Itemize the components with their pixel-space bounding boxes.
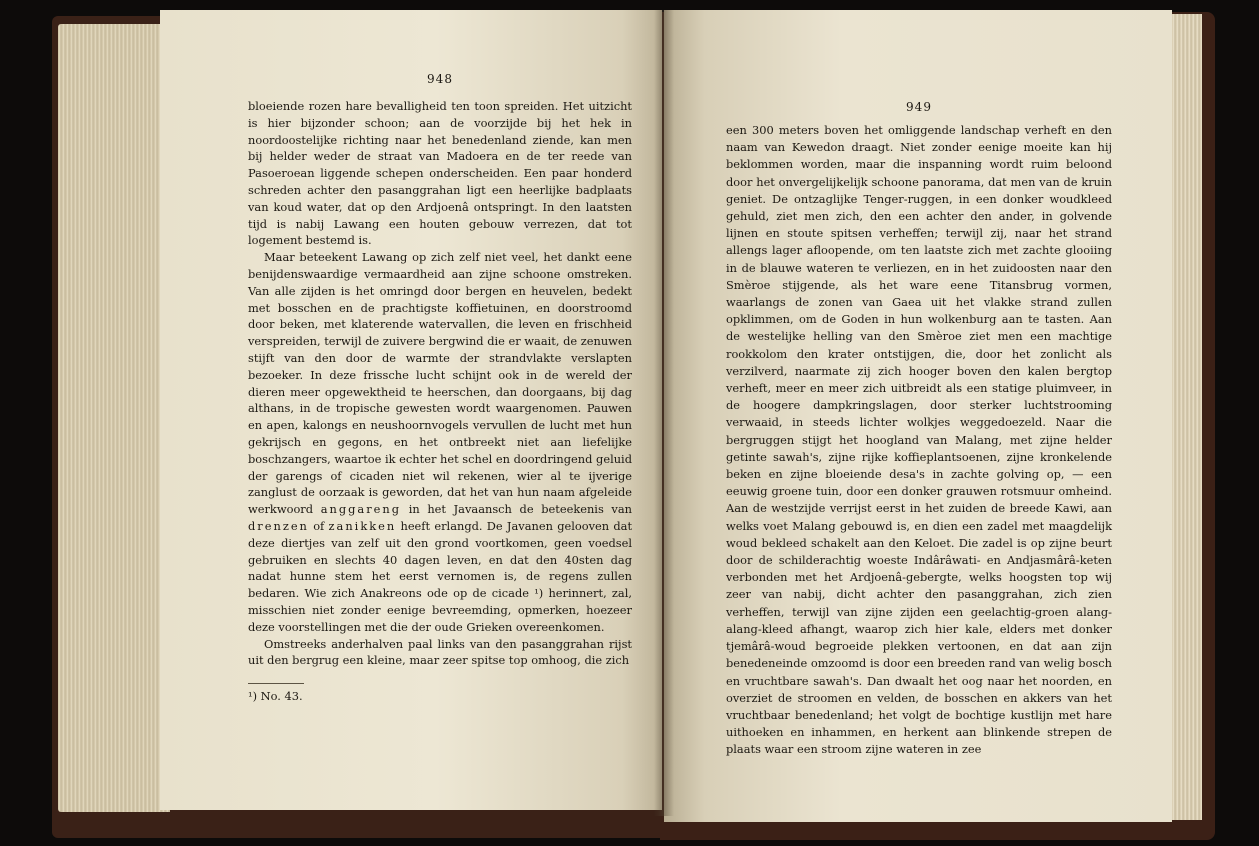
paragraph: een 300 meters boven het omliggende landschap verheft en den naam van Kewedon draagt. Niet zonder eenige moeite kan hij beklommen worden, maar die inspanning wordt ruim beloond door het onvergelijkelijk schoone panorama, dat men van de kruin geniet. De ontzaglijke Tenger-ruggen, in een donker woudkleed gehuld, ziet men zich, den een achter den ander, in golvende lijnen en stoute spitsen verheffen; terwijl zij, naar het strand allengs lager afloopende, om ten laatste zich met zachte glooiing in de blauwe wateren te verliezen, en in het zuidoosten naar den Smèroe stijgende, als het ware eene Titansbrug vormen, waarlangs de zonen van Gaea uit het vlakke strand zullen opklimmen, om de Goden in hun wolkenburg aan te tasten. Aan de westelijke helling van den Smèroe ziet men een machtige rookkolom den krater ontstijgen, die, door het zonlicht als verzilverd, naarmate zij zich hooger boven den kalen bergtop verheft, meer en meer zich uitbreidt als een statige pluimveer, in de hoogere dampkringslagen, door sterker luchtstrooming verwaaid, in steeds lichter wolkjes weggedoezeld. Naar die bergruggen stijgt het hoogland van Malang, met zijne helder getinte sawah's, zijne rijke koffieplantsoenen, zijne kronkelende beken en zijne bloeiende desa's in zachte golving op, — een eeuwig groene tuin, door een donker grauwen rotsmuur omheind. Aan de westzijde verrijst eerst in het zuiden de breede Kawi, aan welks voet Malang gebouwd is, en dien een zadel met maagdelijk woud bekleed schakelt aan den Keloet. Die zadel is op zijne beurt door de schilderachtig woeste Indârâwati- en Andjasmârâ-keten verbonden met het Ardjoenâ-gebergte, welks hoogsten top wij zeer van nabij, dicht achter den pasanggrahan, zich zien verheffen, terwijl van zijne zijden een geelachtig-groen alang-alang-kleed afhangt, waarop zich hier kale, elders met donker tjemârâ-woud begroeide plekken vertoonen, en dat aan zijn benedeneinde omzoomd is door een breeden rand van welig bosch en vruchtbare sawah's. Dan dwaalt het oog naar het noorden, en overziet de stroomen en velden, de bosschen en akkers van het vruchtbaar benedenland; het volgt de bochtige kustlijn met hare uithoeken en inhammen, en herkent aan blinkende strepen de plaats waar een stroom zijne wateren in zee [726, 123, 1112, 757]
footnote: ¹) No. 43. [248, 689, 303, 704]
paragraph: bloeiende rozen hare bevalligheid ten toon spreiden. Het uitzicht is hier bijzonder schoon; aan de voorzijde bij het hek in noordoostelijke richting naar het benedenland ziende, kan men bij helder weder de straat van Madoera en de ter reede van Pasoeroean liggende schepen onderscheiden. Een paar honderd schreden achter den pasanggrahan ligt een heerlijke badplaats van koud water, dat op den Ardjoenâ ontspringt. In den laatsten tijd is nabij Lawang een houten gebouw verrezen, dat tot logement bestemd is. [248, 99, 632, 248]
left-page-number: 948 [427, 72, 453, 86]
page-edges-left [58, 24, 170, 812]
right-page-body [726, 122, 1112, 759]
spaced-word: zanikken [328, 518, 397, 533]
paragraph-text: heeft erlangd. De Javanen gelooven dat deze diertjes van zelf uit den grond voortkomen, geen voedsel gebruiken en slechts 40 dagen leven, en dat den 40sten dag nadat hunne stem het eerst vernomen is, de regens zullen bedaren. Wie zich Anakreons ode op de cicade ¹) herinnert, zal, misschien niet zonder eenige bevreemding, opmerken, hoezeer deze voorstellingen met die der oude Grieken overeenkomen. [248, 518, 633, 634]
spaced-word: anggareng [320, 502, 402, 517]
paragraph-text: Maar beteekent Lawang op zich zelf niet veel, het dankt eene benijdenswaardige vermaardheid aan zijne schoone omstreken. Van alle zijden is het omringd door bergen en heuvelen, bedekt met bosschen en de prachtigste koffietuinen, en doorstroomd door beken, met klaterende watervallen, die leven en frischheid verspreiden, terwijl de zuivere bergwind die er waait, de zenuwen stijft van den door de warmte der strandvlakte verslapten bezoeker. In deze frissche lucht schijnt ook in de wereld der dieren meer opgewektheid te heerschen, dan doorgaans, bij dag althans, in de tropische gewesten wordt waargenomen. Pauwen en apen, kalongs en neushoornvogels vervullen de lucht met hun gekrijsch en gegons, en het ontbreekt niet aan liefelijke boschzangers, waartoe ik echter het schel en doordringend geluid der garengs of cicaden niet wil rekenen, wier al te ijverige zanglust de oorzaak is geworden, dat het van hun naam afgeleide werkwoord [248, 250, 632, 517]
paragraph-text: in het Javaansch de beteekenis van [408, 502, 632, 517]
paragraph-text: of [313, 518, 325, 533]
left-page-body [248, 98, 632, 705]
paragraph [248, 249, 632, 635]
paragraph: Omstreeks anderhalven paal links van den pasanggrahan rijst uit den bergrug een kleine, maar zeer spitse top omhoog, die zich [248, 636, 632, 668]
right-page-number: 949 [906, 100, 932, 114]
spaced-word: drenzen [248, 518, 309, 533]
left-page [160, 10, 662, 810]
footnote-rule [248, 683, 304, 684]
right-page [664, 10, 1172, 822]
book-gutter [654, 10, 674, 816]
